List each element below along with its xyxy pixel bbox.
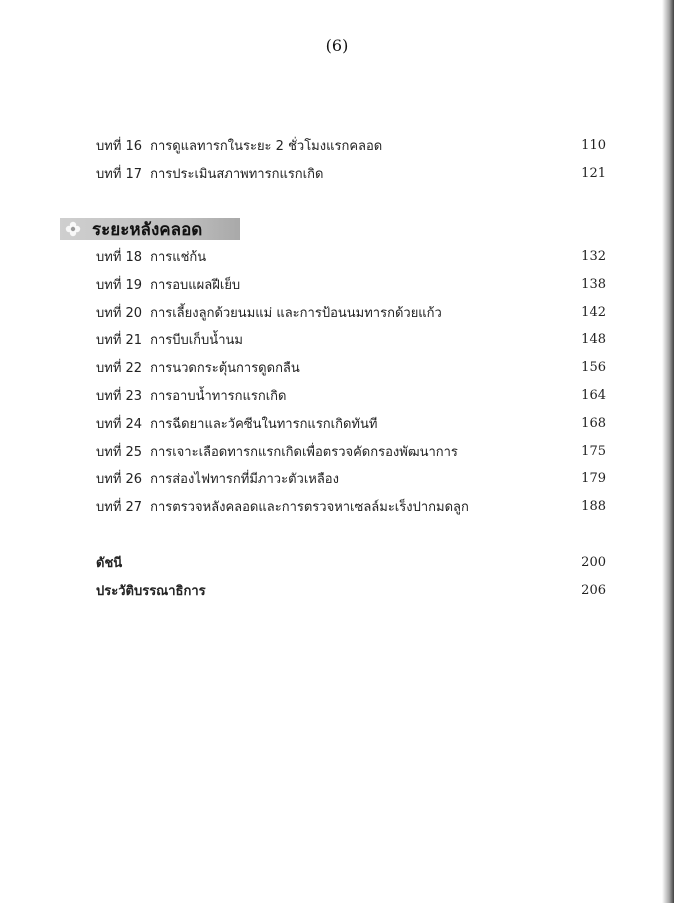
editor-bio-title: ประวัติบรรณาธิการ (96, 583, 206, 599)
chapter-label: บทที่ 24 (96, 416, 143, 432)
section-banner (60, 218, 240, 240)
chapter-title: การบีบเก็บน้ำนม (150, 332, 243, 348)
page-ref: 168 (581, 415, 606, 431)
page-ref: 138 (581, 276, 606, 292)
chapter-title: การดูแลทารกในระยะ 2 ชั่วโมงแรกคลอด (150, 138, 383, 154)
page-ref: 200 (581, 554, 606, 570)
flower-icon (60, 218, 86, 240)
chapter-title: การประเมินสภาพทารกแรกเกิด (150, 166, 324, 182)
toc-entry[interactable] (96, 467, 606, 489)
page-ref: 188 (581, 498, 606, 514)
toc-entry[interactable] (96, 328, 606, 350)
page-ref: 175 (581, 443, 606, 459)
toc-entry[interactable] (96, 134, 606, 156)
page-ref: 110 (581, 137, 606, 153)
chapter-label: บทที่ 18 (96, 249, 143, 265)
chapter-label: บทที่ 22 (96, 360, 143, 376)
chapter-title: การนวดกระตุ้นการดูดกลืน (150, 360, 300, 376)
chapter-title: การแช่ก้น (150, 249, 207, 265)
chapter-title: การเจาะเลือดทารกแรกเกิดเพื่อตรวจคัดกรองพัฒนาการ (150, 444, 458, 460)
chapter-title: การตรวจหลังคลอดและการตรวจหาเซลล์มะเร็งปากมดลูก (150, 499, 469, 515)
toc-entry-index[interactable] (96, 551, 606, 573)
chapter-label: บทที่ 17 (96, 166, 143, 182)
chapter-label: บทที่ 21 (96, 332, 143, 348)
section-title: ระยะหลังคลอด (92, 219, 203, 240)
chapter-title: การอาบน้ำทารกแรกเกิด (150, 388, 287, 404)
chapter-label: บทที่ 25 (96, 444, 143, 460)
page-ref: 148 (581, 331, 606, 347)
toc-entry[interactable] (96, 301, 606, 323)
chapter-title: การฉีดยาและวัคซีนในทารกแรกเกิดทันที (150, 416, 378, 432)
toc-entry[interactable] (96, 162, 606, 184)
toc-entry[interactable] (96, 412, 606, 434)
page-edge-shadow (662, 0, 674, 903)
chapter-label: บทที่ 23 (96, 388, 143, 404)
chapter-title: การเลี้ยงลูกด้วยนมแม่ และการป้อนนมทารกด้วยแก้ว (150, 305, 442, 321)
toc-entry[interactable] (96, 273, 606, 295)
chapter-label: บทที่ 27 (96, 499, 143, 515)
page-number: (6) (325, 36, 349, 55)
page-ref: 179 (581, 470, 606, 486)
toc-entry[interactable] (96, 356, 606, 378)
chapter-title: การอบแผลฝีเย็บ (150, 277, 241, 293)
index-title: ดัชนี (96, 555, 123, 571)
page-ref: 164 (581, 387, 606, 403)
page-ref: 142 (581, 304, 606, 320)
page-ref: 132 (581, 248, 606, 264)
toc-entry[interactable] (96, 440, 606, 462)
chapter-label: บทที่ 16 (96, 138, 143, 154)
page-ref: 121 (581, 165, 606, 181)
chapter-label: บทที่ 20 (96, 305, 143, 321)
chapter-label: บทที่ 19 (96, 277, 143, 293)
toc-entry[interactable] (96, 245, 606, 267)
chapter-label: บทที่ 26 (96, 471, 143, 487)
toc-entry-editor-bio[interactable] (96, 579, 606, 601)
page-ref: 206 (581, 582, 606, 598)
page-ref: 156 (581, 359, 606, 375)
toc-entry[interactable] (96, 495, 606, 517)
chapter-title: การส่องไฟทารกที่มีภาวะตัวเหลือง (150, 471, 339, 487)
toc-entry[interactable] (96, 384, 606, 406)
